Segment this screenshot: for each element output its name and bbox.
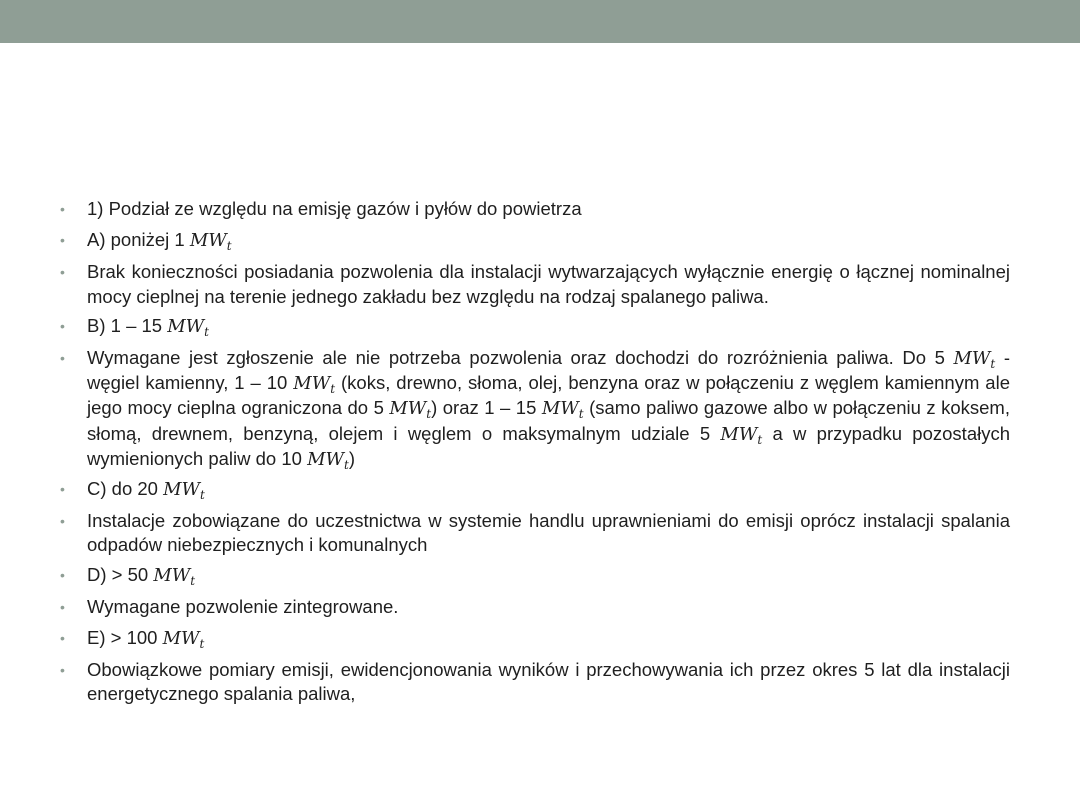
bullet-dot-icon: • [60, 630, 65, 647]
bullet-item [60, 260, 1010, 308]
bullet-text: 1) Podział ze względu na emisję gazów i pyłów do powietrza [87, 198, 582, 219]
bullet-item [60, 658, 1010, 706]
unit-symbol: $MW_t$ [167, 315, 209, 339]
bullet-item [60, 346, 1010, 472]
bullet-dot-icon: • [60, 566, 65, 583]
unit-symbol: $MW_t$ [307, 448, 349, 472]
bullet-item [60, 314, 1010, 339]
bullet-dot-icon: • [60, 513, 65, 530]
unit-symbol: $MW_t$ [189, 230, 232, 254]
bullet-text: D) > 50 [87, 563, 154, 585]
bullet-item [60, 197, 1010, 221]
unit-symbol: $MW_t$ [162, 628, 205, 652]
bullet-item [60, 563, 1010, 588]
unit-symbol: $MW_t$ [389, 398, 432, 422]
unit-symbol: $MW_t$ [953, 348, 996, 372]
unit-symbol: $MW_t$ [163, 479, 205, 503]
bullet-item [60, 228, 1010, 253]
bullet-text: (samo paliwo gazowe albo w połączeniu z koksem, słomą, drewnem, benzyną, olejem i węglem o maksymalnym udziale 5 [87, 397, 1010, 444]
bullet-text: A) poniżej 1 [87, 229, 190, 251]
bullet-text: - węgiel kamienny, 1 – 10 [87, 347, 1010, 394]
bullet-list [60, 197, 1010, 712]
bullet-text: Instalacje zobowiązane do uczestnictwa w systemie handlu uprawnieniami do emisji oprócz instalacji spalania odpadów niebezpiecznych i komunalnych [87, 510, 1010, 556]
bullet-dot-icon: • [60, 317, 65, 334]
bullet-text: E) > 100 [87, 627, 163, 649]
bullet-item [60, 509, 1010, 557]
bullet-text: Wymagane pozwolenie zintegrowane. [87, 595, 399, 617]
bullet-text: a w przypadku pozostałych wymienionych paliw do 10 [87, 422, 1011, 469]
bullet-item [60, 626, 1010, 651]
bullet-dot-icon: • [60, 481, 65, 498]
bullet-text: (koks, drewno, słoma, olej, benzyna oraz w połączeniu z węglem kamiennym ale jego mocy cieplna ograniczona do 5 [87, 372, 1010, 419]
bullet-text: Brak konieczności posiadania pozwolenia dla instalacji wytwarzających wyłącznie energię o łącznej nominalnej mocy cieplnej na terenie jednego zakładu bez względu na rodzaj spalanego paliwa. [87, 261, 1010, 307]
bullet-dot-icon: • [60, 662, 65, 679]
bullet-text: ) [348, 447, 355, 469]
bullet-item [60, 477, 1010, 502]
slide-header-band [0, 0, 1080, 43]
bullet-dot-icon: • [60, 264, 65, 281]
bullet-item [60, 595, 1010, 619]
bullet-text: B) 1 – 15 [87, 314, 168, 336]
bullet-text: ) oraz 1 – 15 [431, 397, 542, 419]
bullet-dot-icon: • [60, 201, 65, 217]
bullet-text: Wymagane jest zgłoszenie ale nie potrzeba pozwolenia oraz dochodzi do rozróżnienia paliwa. Do 5 [87, 347, 954, 369]
bullet-dot-icon: • [60, 598, 65, 615]
bullet-dot-icon: • [60, 232, 65, 249]
bullet-text: Obowiązkowe pomiary emisji, ewidencjonowania wyników i przechowywania ich przez okres 5 lat dla instalacji energetycznego spalania paliwa, [87, 659, 1010, 705]
bullet-text: C) do 20 [87, 478, 164, 500]
unit-symbol: $MW_t$ [153, 564, 196, 588]
unit-symbol: $MW_t$ [720, 423, 763, 447]
unit-symbol: $MW_t$ [293, 373, 336, 397]
unit-symbol: $MW_t$ [541, 398, 584, 422]
bullet-dot-icon: • [60, 350, 65, 367]
